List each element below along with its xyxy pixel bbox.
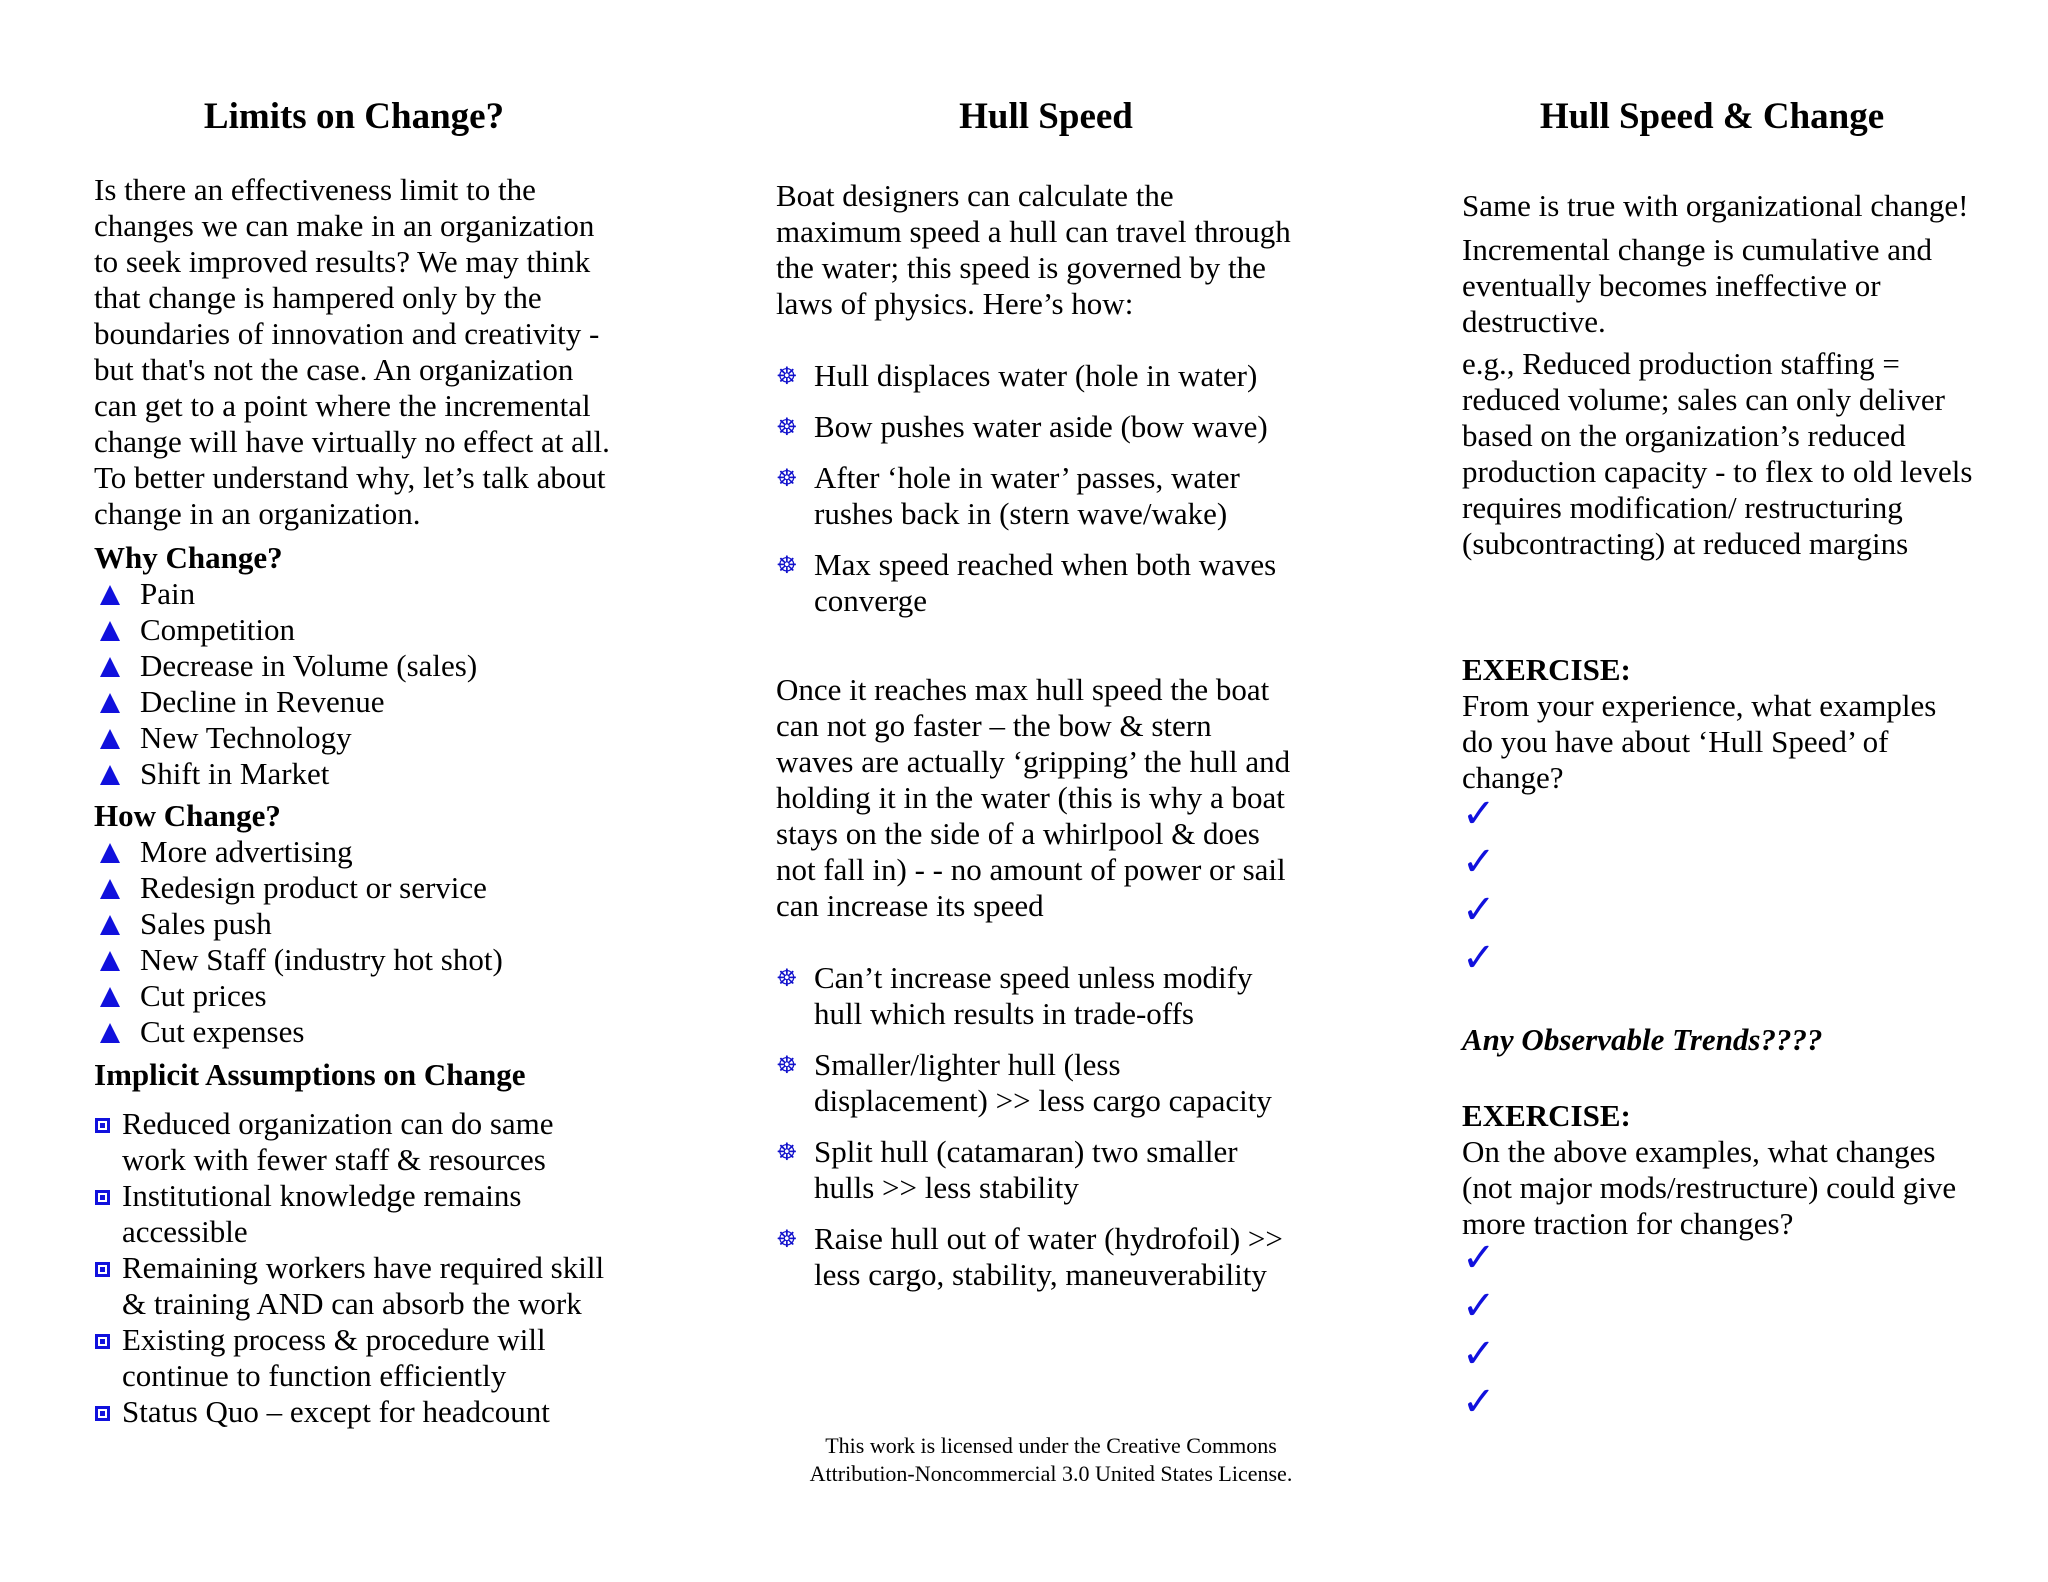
triangle-bullet-icon <box>100 657 120 677</box>
triangle-bullet-icon <box>100 729 120 749</box>
list-item: Competition <box>94 612 614 648</box>
list-item: ☸ Raise hull out of water (hydrofoil) >> less cargo, stability, maneuverability <box>776 1221 1283 1292</box>
ships-wheel-bullet-icon: ☸ <box>776 1225 798 1253</box>
ships-wheel-bullet-icon: ☸ <box>776 362 798 390</box>
exercise-heading: EXERCISE: <box>1462 1098 1631 1133</box>
checkmark-icon: ✓ <box>1462 935 1496 981</box>
checkmark-icon: ✓ <box>1462 1283 1496 1329</box>
triangle-bullet-icon <box>100 1023 120 1043</box>
list-item: Decrease in Volume (sales) <box>94 648 614 684</box>
ships-wheel-bullet-icon: ☸ <box>776 464 798 492</box>
license-line: This work is licensed under the Creative Commons <box>825 1433 1277 1458</box>
list-item: Pain <box>94 576 614 612</box>
list-item: Status Quo – except for headcount <box>94 1394 614 1430</box>
triangle-bullet-icon <box>100 693 120 713</box>
exercise-prompt: On the above examples, what changes (not major mods/restructure) could give more traction for changes? <box>1462 1134 1957 1241</box>
ships-wheel-bullet-icon: ☸ <box>776 551 798 579</box>
list-item: Existing process & procedure will continue to function efficiently <box>94 1322 614 1394</box>
square-bullet-icon <box>95 1190 110 1205</box>
triangle-bullet-icon <box>100 915 120 935</box>
square-bullet-icon <box>95 1262 110 1277</box>
column-title: Hull Speed & Change <box>1539 96 1885 137</box>
column-hull-speed-and-change <box>1462 0 1992 1582</box>
triangle-bullet-icon <box>100 765 120 785</box>
how-change-list <box>94 834 614 1050</box>
checkmark-icon: ✓ <box>1462 839 1496 885</box>
ships-wheel-bullet-icon: ☸ <box>776 964 798 992</box>
list-item: Remaining workers have required skill & training AND can absorb the work <box>94 1250 614 1322</box>
list-item: New Staff (industry hot shot) <box>94 942 614 978</box>
list-item: Reduced organization can do same work with fewer staff & resources <box>94 1106 614 1178</box>
column-hull-speed <box>776 0 1316 1582</box>
column-title: Limits on Change? <box>203 96 505 137</box>
triangle-bullet-icon <box>100 621 120 641</box>
observable-trends: Any Observable Trends???? <box>1462 1022 1823 1057</box>
intro-paragraph: Is there an effectiveness limit to the changes we can make in an organization to seek improved results? We may think that change is hampered only by the boundaries of innovation and creativity - but that's not the case. An organization can get to a point where the incremental change will have virtually no effect at all. To better understand why, let’s talk about change in an organization. <box>94 172 610 531</box>
list-item: Shift in Market <box>94 756 614 792</box>
square-bullet-icon <box>95 1406 110 1421</box>
implicit-assumptions-heading: Implicit Assumptions on Change <box>94 1057 526 1092</box>
list-item: Redesign product or service <box>94 870 614 906</box>
license-line: Attribution-Noncommercial 3.0 United States License. <box>809 1461 1293 1486</box>
exercise-heading: EXERCISE: <box>1462 652 1631 687</box>
list-item: More advertising <box>94 834 614 870</box>
paragraph: e.g., Reduced production staffing = reduced volume; sales can only deliver based on the organization’s reduced production capacity - to flex to old levels requires modification/ restructuring (subcontracting) at reduced margins <box>1462 346 1973 561</box>
list-item: ☸ After ‘hole in water’ passes, water rushes back in (stern wave/wake) <box>776 460 1240 531</box>
square-bullet-icon <box>95 1118 110 1133</box>
implicit-assumptions-list <box>94 1106 614 1430</box>
checkmark-icon: ✓ <box>1462 1235 1496 1281</box>
list-item: ☸ Split hull (catamaran) two smaller hulls >> less stability <box>776 1134 1238 1205</box>
list-item: ☸ Hull displaces water (hole in water) <box>776 358 1258 393</box>
triangle-bullet-icon <box>100 585 120 605</box>
list-item: Cut prices <box>94 978 614 1014</box>
intro-paragraph: Boat designers can calculate the maximum speed a hull can travel through the water; this speed is governed by the laws of physics. Here’s how: <box>776 178 1291 321</box>
triangle-bullet-icon <box>100 843 120 863</box>
checkmark-icon: ✓ <box>1462 1331 1496 1377</box>
why-change-heading: Why Change? <box>94 540 283 575</box>
paragraph: Incremental change is cumulative and eventually becomes ineffective or destructive. <box>1462 232 1932 339</box>
exercise-prompt: From your experience, what examples do you have about ‘Hull Speed’ of change? <box>1462 688 1937 795</box>
list-item: Decline in Revenue <box>94 684 614 720</box>
list-item: New Technology <box>94 720 614 756</box>
why-change-list <box>94 576 614 792</box>
checkmark-icon: ✓ <box>1462 791 1496 837</box>
ships-wheel-bullet-icon: ☸ <box>776 413 798 441</box>
list-item: ☸ Max speed reached when both waves converge <box>776 547 1277 618</box>
ships-wheel-bullet-icon: ☸ <box>776 1051 798 1079</box>
license-notice <box>786 1432 1316 1488</box>
triangle-bullet-icon <box>100 987 120 1007</box>
list-item: Sales push <box>94 906 614 942</box>
triangle-bullet-icon <box>100 879 120 899</box>
column-limits-on-change <box>94 0 614 1582</box>
checkmark-icon: ✓ <box>1462 1379 1496 1425</box>
tradeoffs-list <box>776 960 1296 1308</box>
max-hull-speed-paragraph: Once it reaches max hull speed the boat can not go faster – the bow & stern waves are actually ‘gripping’ the hull and holding it in the water (this is why a boat stays on the side of a whirlpool & does not fall in) - - no amount of power or sail can increase its speed <box>776 672 1291 923</box>
list-item: ☸ Bow pushes water aside (bow wave) <box>776 409 1268 444</box>
triangle-bullet-icon <box>100 951 120 971</box>
hull-physics-list <box>776 358 1296 634</box>
list-item: Cut expenses <box>94 1014 614 1050</box>
list-item: Institutional knowledge remains accessible <box>94 1178 614 1250</box>
list-item: ☸ Can’t increase speed unless modify hull which results in trade-offs <box>776 960 1253 1031</box>
ships-wheel-bullet-icon: ☸ <box>776 1138 798 1166</box>
column-title: Hull Speed <box>959 96 1133 137</box>
paragraph: Same is true with organizational change! <box>1462 188 1969 223</box>
checkmark-icon: ✓ <box>1462 887 1496 933</box>
how-change-heading: How Change? <box>94 798 281 833</box>
square-bullet-icon <box>95 1334 110 1349</box>
list-item: ☸ Smaller/lighter hull (less displacement) >> less cargo capacity <box>776 1047 1272 1118</box>
